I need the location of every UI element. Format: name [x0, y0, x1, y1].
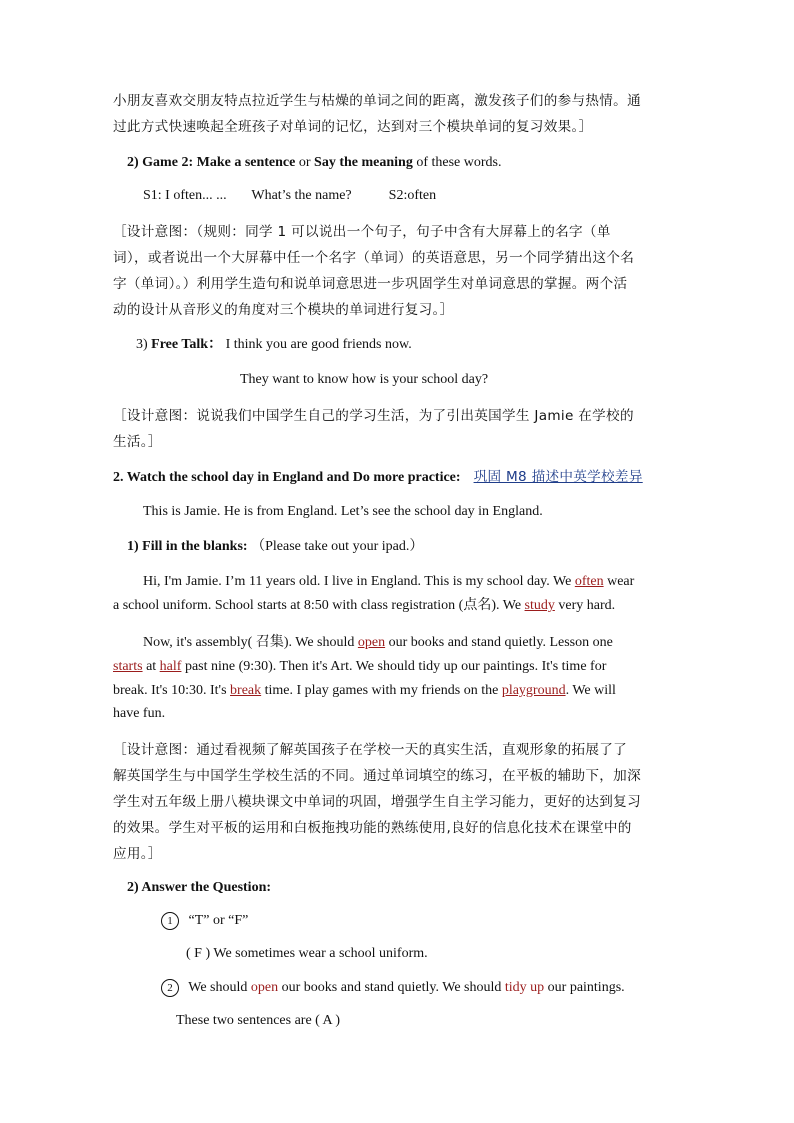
question-1	[161, 909, 766, 933]
passage-text: break. It's 10:30. It's	[113, 683, 227, 698]
free-talk-label: Free Talk：	[151, 337, 223, 352]
passage-text: very hard.	[558, 598, 616, 613]
game2-heading	[127, 151, 732, 175]
passage-line4	[113, 655, 718, 679]
question-1-text: “T” or “F”	[188, 913, 249, 928]
design-intent-1-line2: 过此方式快速唤起全班孩子对单词的记忆，达到对三个模块单词的复习效果。］	[113, 119, 593, 135]
game2-part2: Say the meaning	[314, 155, 413, 170]
question-2-number: 2	[161, 979, 179, 997]
blank-break: break	[230, 683, 262, 698]
game2-part1: Make a sentence	[196, 155, 296, 170]
blank-playground: playground	[501, 683, 566, 698]
design-intent-4-line5: 应用。］	[113, 846, 162, 862]
passage-text: a school uniform. School starts at 8:50 with class registration (点名). We	[113, 598, 522, 613]
question-1-answer: ( F ) We sometimes wear a school uniform.	[186, 946, 428, 961]
fill-blanks-note: （Please take out your ipad.）	[251, 539, 424, 554]
section-2-link[interactable]: 巩固 M8 描述中英学校差异	[473, 469, 643, 485]
question-2-text: We should	[188, 980, 248, 995]
section-2-intro: This is Jamie. He is from England. Let’s see the school day in England.	[143, 504, 543, 519]
design-intent-4-line2: 解英国学生与中国学生学校生活的不同。通过单词填空的练习，在平板的辅助下，加深	[113, 768, 641, 784]
blank-open: open	[357, 635, 386, 650]
section-2-heading	[113, 465, 718, 490]
game2-dialogue	[143, 184, 748, 208]
passage-line6: have fun.	[113, 706, 166, 721]
passage-text: our books and stand quietly. Lesson one	[388, 635, 613, 650]
design-intent-2-line3: 字（单词）。）利用学生造句和说单词意思进一步巩固学生对单词意思的掌握。两个活	[113, 276, 628, 292]
question-2-tidy-up: tidy up	[504, 980, 545, 995]
game2-question: What’s the name?	[251, 188, 352, 203]
passage-text: past nine (9:30). Then it's Art. We should tidy up our paintings. It's time for	[184, 659, 607, 674]
question-2	[161, 976, 766, 1000]
game2-s2: S2:often	[388, 188, 437, 203]
section-2-title: 2. Watch the school day in England and Do more practice:	[113, 470, 461, 485]
passage-line5	[113, 679, 718, 703]
blank-half: half	[159, 659, 182, 674]
question-2-text: our paintings.	[547, 980, 625, 995]
game2-rest: of these words.	[416, 155, 502, 170]
free-talk-line2: They want to know how is your school day?	[240, 372, 489, 387]
passage-line2	[113, 594, 718, 618]
design-intent-1-line1: 小朋友喜欢交朋友特点拉近学生与枯燥的单词之间的距离，激发孩子们的参与热情。通	[113, 93, 641, 109]
question-2-text: our books and stand quietly. We should	[281, 980, 502, 995]
passage-text: time. I play games with my friends on the	[264, 683, 499, 698]
game2-s1: S1: I often... ...	[143, 188, 227, 203]
design-intent-4-line1: ［设计意图：通过看视频了解英国孩子在学校一天的真实生活，直观形象的拓展了了	[113, 742, 628, 758]
game2-number: 2)	[127, 155, 139, 170]
design-intent-3-line2: 生活。］	[113, 434, 162, 450]
game2-name: Game 2:	[142, 155, 194, 170]
passage-text: wear	[607, 574, 635, 589]
answer-heading: 2) Answer the Question:	[127, 880, 272, 895]
passage-text: Hi, I'm Jamie. I’m 11 years old. I live in England. This is my school day. We	[143, 574, 572, 589]
passage-text: . We will	[565, 683, 616, 698]
free-talk	[136, 333, 741, 357]
passage-text: at	[146, 659, 157, 674]
free-talk-line1: I think you are good friends now.	[225, 337, 412, 352]
fill-blanks-heading	[127, 535, 732, 559]
design-intent-4-line4: 的效果。学生对平板的运用和白板拖拽功能的熟练使用,良好的信息化技术在课堂中的	[113, 820, 632, 836]
passage-line1	[143, 570, 748, 594]
question-2-open: open	[250, 980, 279, 995]
passage-text: Now, it's assembly( 召集). We should	[143, 635, 355, 650]
design-intent-2-line1: ［设计意图：（规则：同学 1 可以说出一个句子，句子中含有大屏幕上的名字（单	[113, 224, 611, 240]
blank-study: study	[524, 598, 555, 613]
game2-or: or	[298, 155, 311, 170]
fill-blanks-title: 1) Fill in the blanks:	[127, 539, 248, 554]
design-intent-2-line2: 词），或者说出一个大屏幕中任一个名字（单词）的英语意思，另一个同学猜出这个名	[113, 250, 635, 266]
free-talk-number: 3)	[136, 337, 148, 352]
blank-starts: starts	[113, 659, 143, 674]
design-intent-2-line4: 动的设计从音形义的角度对三个模块的单词进行复习。］	[113, 302, 454, 318]
question-1-number: 1	[161, 912, 179, 930]
passage-line3	[143, 631, 748, 655]
design-intent-4-line3: 学生对五年级上册八模块课文中单词的巩固，增强学生自主学习能力，更好的达到复习	[113, 794, 641, 810]
design-intent-3-line1: ［设计意图：说说我们中国学生自己的学习生活，为了引出英国学生 Jamie 在学校的	[113, 408, 634, 424]
blank-often: often	[574, 574, 604, 589]
question-2-line2: These two sentences are ( A )	[176, 1013, 341, 1028]
